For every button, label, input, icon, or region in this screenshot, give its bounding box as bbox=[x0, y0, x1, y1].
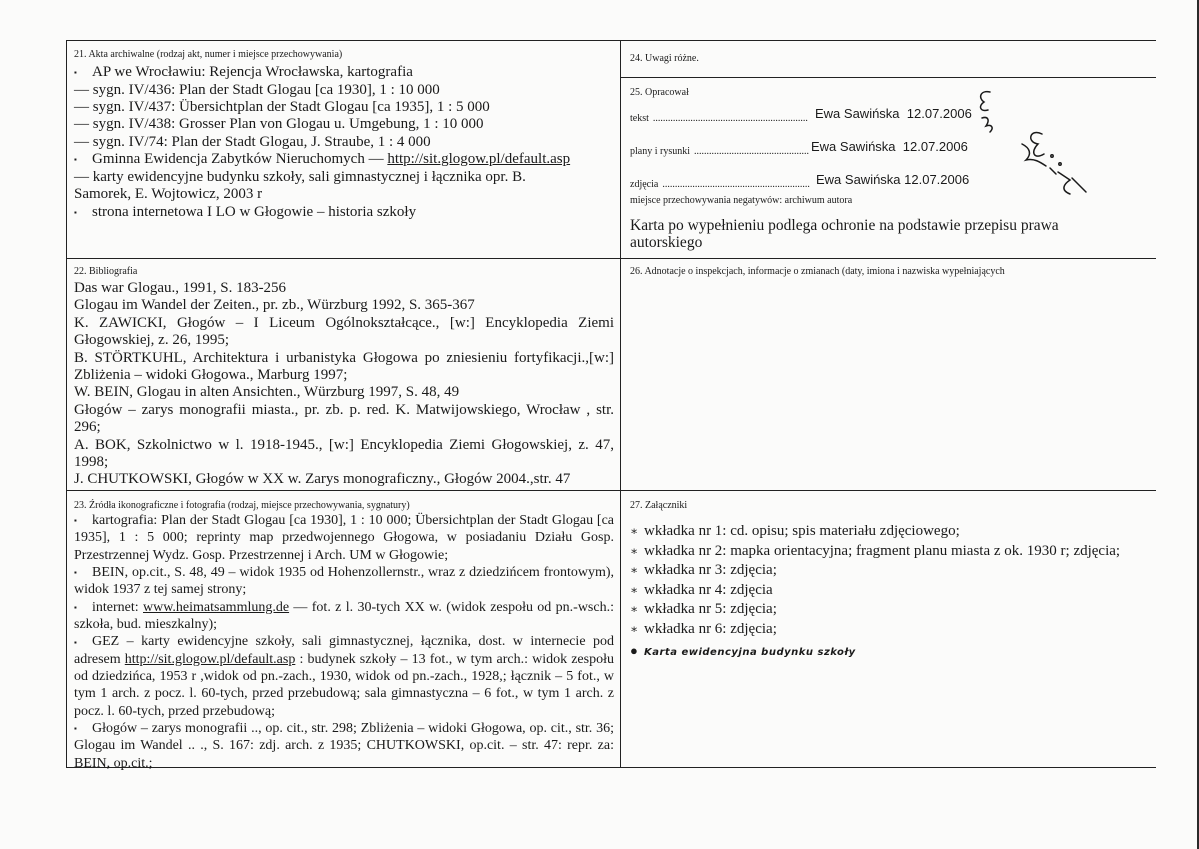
bibliography-entry: W. BEIN, Glogau in alten Ansichten., Würzburg 1997, S. 48, 49 bbox=[74, 384, 460, 401]
archive-line: — sygn. IV/74: Plan der Stadt Glogau, J. Straube, 1 : 4 000 bbox=[74, 133, 431, 150]
rule-24-25 bbox=[620, 77, 1156, 78]
author-value: Ewa Sawińska 12.07.2006 bbox=[816, 172, 970, 187]
archive-line: Samorek, E. Wojtowicz, 2003 r bbox=[74, 186, 263, 203]
section-24-title: 24. Uwagi różne. bbox=[630, 53, 699, 64]
section-23-title: 23. Źródła ikonograficzne i fotografia (rodzaj, miejsce przechowywania, sygnatury) bbox=[74, 500, 410, 511]
handwritten-attachment: ● Karta ewidencyjna budynku szkoły bbox=[630, 643, 856, 658]
gez-link[interactable]: http://sit.glogow.pl/default.asp bbox=[124, 651, 296, 667]
bibliography-entry: B. STÖRTKUHL, Architektura i urbanistyka Głogowa po zniesieniu fortyfikacji.,[w:] Zbliżenia – widoki Głogowa., Marburg 1997; bbox=[74, 349, 614, 384]
section-26-title: 26. Adnotacje o inspekcjach, informacje o zmianach (daty, imiona i nazwiska wypełniających bbox=[630, 266, 1005, 277]
author-row: tekst .............................................................. bbox=[630, 113, 808, 124]
top-rule bbox=[66, 40, 1156, 41]
iconography-item: ▪ Głogów – zarys monografii .., op. cit., str. 298; Zbliżenia – widoki Głogowa, op. cit., str. 36; Glogau im Wandel .. ., S. 167: zdj. arch. z 1935; CHUTKOWSKI, op.cit. – str. 47: repr. za: BEIN, op.cit.; bbox=[74, 721, 614, 771]
section-26 bbox=[630, 265, 1150, 278]
section-22-title: 22. Bibliografia bbox=[74, 266, 138, 277]
author-value: Ewa Sawińska 12.07.2006 bbox=[811, 139, 968, 154]
section-21 bbox=[74, 48, 614, 221]
attachment-item: ∗ wkładka nr 1: cd. opisu; spis materiału zdjęciowego; bbox=[630, 523, 960, 539]
gez-line: ▪ Gminna Ewidencja Zabytków Nieruchomych — http://sit.glogow.pl/default.asp bbox=[74, 151, 571, 168]
iconography-item: ▪ BEIN, op.cit., S. 48, 49 – widok 1935 od Hohenzollernstr., wraz z dziedzińcem frontowym), widok 1937 z tej samej strony; bbox=[74, 565, 614, 598]
section-27-title: 27. Załączniki bbox=[630, 500, 688, 511]
section-23 bbox=[74, 499, 614, 772]
bibliography-entry: Głogów – zarys monografii miasta., pr. zb. p. red. K. Matwijowskiego, Wrocław , str. 296; bbox=[74, 401, 614, 436]
archive-line: — sygn. IV/436: Plan der Stadt Glogau [ca 1930], 1 : 10 000 bbox=[74, 81, 440, 98]
section-25-title: 25. Opracował bbox=[630, 87, 689, 98]
author-row: plany i rysunki .............................................. bbox=[630, 146, 809, 157]
signature-graphic bbox=[960, 82, 1100, 212]
iconography-item: ▪ GEZ – karty ewidencyjne szkoły, sali gimnastycznej, łącznika, dost. w internecie pod adresem http://sit.glogow.pl/default.asp : budynek szkoły – 13 fot., w tym arch.: widok zespołu od dziedzińca, 1953 r ,widok od pn.-zach., 1930, widok od pn.-zach., 1928,; łącznik – 5 fot., w tym 1 arch. z pocz. l. 60-tych, przed przebudową; sala gimnastyczna – 6 fot., w tym 1 arch. z pocz. l. 60-tych, przed przebudową; bbox=[74, 634, 614, 719]
attachment-item: ∗ wkładka nr 4: zdjęcia bbox=[630, 581, 773, 598]
rule-row1 bbox=[66, 258, 1156, 259]
attachment-item: ∗ wkładka nr 6: zdjęcia; bbox=[630, 620, 777, 637]
section-24 bbox=[630, 52, 1150, 65]
heimatsammlung-link[interactable]: www.heimatsammlung.de bbox=[143, 599, 290, 615]
bibliography-entry: K. ZAWICKI, Głogów – I Liceum Ogólnokształcące., [w:] Encyklopedia Ziemi Głogowskiej, z. 26, 1995; bbox=[74, 314, 614, 349]
author-row: zdjęcia ........................................................... bbox=[630, 179, 810, 190]
bibliography-entry: J. CHUTKOWSKI, Głogów w XX w. Zarys monograficzny., Głogów 2004.,str. 47 bbox=[74, 471, 571, 488]
bibliography-entry: A. BOK, Szkolnictwo w l. 1918-1945., [w:] Encyklopedia Ziemi Głogowskiej, z. 47, 1998; bbox=[74, 436, 614, 471]
section-27 bbox=[630, 499, 1160, 663]
author-value: Ewa Sawińska 12.07.2006 bbox=[815, 106, 972, 121]
section-22 bbox=[74, 265, 614, 489]
archive-line: — sygn. IV/437: Übersichtplan der Stadt Glogau [ca 1935], 1 : 5 000 bbox=[74, 98, 490, 115]
gez-link[interactable]: http://sit.glogow.pl/default.asp bbox=[387, 151, 571, 168]
rule-row2 bbox=[66, 490, 1156, 491]
bibliography-entry: Das war Glogau., 1991, S. 183-256 bbox=[74, 280, 287, 296]
iconography-item: ▪ internet: www.heimatsammlung.de — fot. z l. 30-tych XX w. (widok zespołu od pn.-wsch.: szkoła, bud. mieszkalny); bbox=[74, 599, 614, 633]
archive-line: — sygn. IV/438: Grosser Plan von Glogau u. Umgebung, 1 : 10 000 bbox=[74, 116, 484, 133]
bibliography-entry: Glogau im Wandel der Zeiten., pr. zb., Würzburg 1992, S. 365-367 bbox=[74, 297, 475, 314]
archive-line: — karty ewidencyjne budynku szkoły, sali gimnastycznej i łącznika opr. B. bbox=[74, 168, 526, 185]
archive-line: ▪ strona internetowa I LO w Głogowie – historia szkoły bbox=[74, 203, 417, 220]
attachment-item: ∗ wkładka nr 3: zdjęcia; bbox=[630, 562, 777, 578]
attachment-item: ∗ wkładka nr 2: mapka orientacyjna; fragment planu miasta z ok. 1930 r; zdjęcia; bbox=[630, 542, 1121, 559]
left-rule bbox=[66, 40, 67, 767]
copyright-note: Karta po wypełnieniu podlega ochronie na podstawie przepisu prawa autorskiego bbox=[630, 217, 1059, 252]
archive-line: ▪ AP we Wrocławiu: Rejencja Wrocławska, kartografia bbox=[74, 64, 413, 81]
negatives-location: miejsce przechowywania negatywów: archiwum autora bbox=[630, 195, 853, 206]
attachment-item: ∗ wkładka nr 5: zdjęcia; bbox=[630, 601, 777, 617]
center-rule bbox=[620, 40, 621, 767]
iconography-item: ▪ kartografia: Plan der Stadt Glogau [ca 1930], 1 : 10 000; Übersichtplan der Stadt Glogau [ca 1935], 1 : 5 000; reprinty map przedwojennego Głogowa, w posiadaniu Działu Gosp. Przestrzennej Wydz. Gosp. Przestrzennej i Arch. UM w Głogowie; bbox=[74, 513, 614, 563]
section-21-title: 21. Akta archiwalne (rodzaj akt, numer i miejsce przechowywania) bbox=[74, 49, 343, 60]
